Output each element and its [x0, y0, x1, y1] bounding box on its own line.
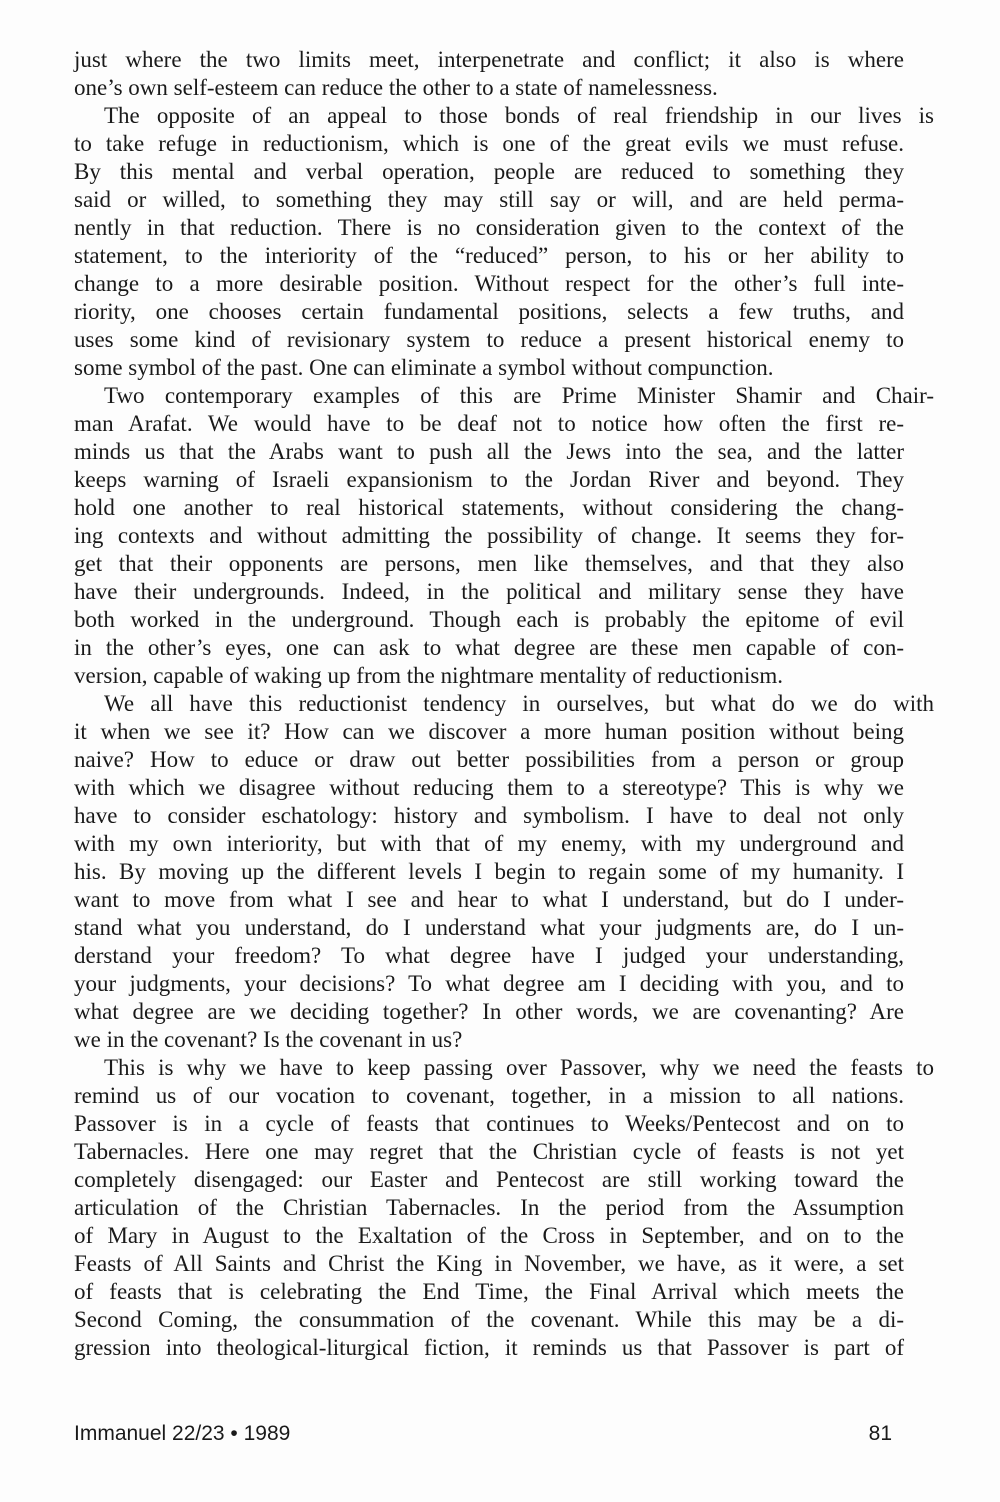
text-line: what degree are we deciding together? In other words, we are covenanting? Are: [74, 999, 904, 1024]
journal-citation: Immanuel 22/23 • 1989: [74, 1422, 291, 1445]
paragraph: [74, 382, 934, 690]
text-line: his. By moving up the different levels I begin to regain some of my humanity. I: [74, 859, 904, 884]
text-line: articulation of the Christian Tabernacles. In the period from the Assumption: [74, 1195, 904, 1220]
text-line: By this mental and verbal operation, people are reduced to something they: [74, 159, 904, 184]
text-line: Tabernacles. Here one may regret that the Christian cycle of feasts is not yet: [74, 1139, 904, 1164]
text-line: naive? How to educe or draw out better possibilities from a person or group: [74, 747, 904, 772]
text-line: uses some kind of revisionary system to reduce a present historical enemy to: [74, 327, 904, 352]
paragraph: [74, 102, 934, 382]
text-line: to take refuge in reductionism, which is one of the great evils we must refuse.: [74, 131, 904, 156]
text-line: change to a more desirable position. Without respect for the other’s full inte-: [74, 271, 904, 296]
text-line: said or willed, to something they may still say or will, and are held perma-: [74, 187, 904, 212]
text-line: remind us of our vocation to covenant, together, in a mission to all nations.: [74, 1083, 904, 1108]
text-line: of feasts that is celebrating the End Time, the Final Arrival which meets the: [74, 1279, 904, 1304]
text-line: This is why we have to keep passing over Passover, why we need the feasts to: [104, 1055, 934, 1080]
text-line: just where the two limits meet, interpenetrate and conflict; it also is where: [74, 47, 904, 72]
text-line: nently in that reduction. There is no consideration given to the context of the: [74, 215, 904, 240]
page-footer: [74, 1414, 892, 1446]
text-line: statement, to the interiority of the “reduced” person, to his or her ability to: [74, 243, 904, 268]
text-line: both worked in the underground. Though each is probably the epitome of evil: [74, 607, 904, 632]
text-line: in the other’s eyes, one can ask to what degree are these men capable of con-: [74, 635, 904, 660]
text-line: want to move from what I see and hear to what I understand, but do I under-: [74, 887, 904, 912]
text-line: The opposite of an appeal to those bonds of real friendship in our lives is: [104, 103, 934, 128]
text-line: some symbol of the past. One can eliminate a symbol without compunction.: [74, 355, 774, 380]
text-line: version, capable of waking up from the nightmare mentality of reductionism.: [74, 663, 783, 688]
text-line: We all have this reductionist tendency in ourselves, but what do we do with: [104, 691, 934, 716]
text-line: riority, one chooses certain fundamental positions, selects a few truths, and: [74, 299, 904, 324]
body-text: [74, 46, 934, 1362]
text-line: derstand your freedom? To what degree have I judged your understanding,: [74, 943, 904, 968]
text-line: minds us that the Arabs want to push all the Jews into the sea, and the latter: [74, 439, 904, 464]
text-line: ing contexts and without admitting the possibility of change. It seems they for-: [74, 523, 904, 548]
text-line: have their undergrounds. Indeed, in the political and military sense they have: [74, 579, 904, 604]
text-line: get that their opponents are persons, men like themselves, and that they also: [74, 551, 904, 576]
text-line: with which we disagree without reducing them to a stereotype? This is why we: [74, 775, 904, 800]
text-line: stand what you understand, do I understand what your judgments are, do I un-: [74, 915, 904, 940]
page-number: 81: [868, 1422, 892, 1445]
text-line: Second Coming, the consummation of the covenant. While this may be a di-: [74, 1307, 904, 1332]
text-line: your judgments, your decisions? To what degree am I deciding with you, and to: [74, 971, 904, 996]
text-line: Feasts of All Saints and Christ the King in November, we have, as it were, a set: [74, 1251, 904, 1276]
text-line: one’s own self-esteem can reduce the other to a state of namelessness.: [74, 75, 718, 100]
text-line: have to consider eschatology: history and symbolism. I have to deal not only: [74, 803, 904, 828]
text-line: of Mary in August to the Exaltation of the Cross in September, and on to the: [74, 1223, 904, 1248]
text-line: it when we see it? How can we discover a more human position without being: [74, 719, 904, 744]
paragraph: [74, 690, 934, 1054]
text-line: we in the covenant? Is the covenant in us?: [74, 1027, 463, 1052]
text-line: Two contemporary examples of this are Prime Minister Shamir and Chair-: [104, 383, 934, 408]
text-line: gression into theological-liturgical fiction, it reminds us that Passover is part of: [74, 1335, 904, 1360]
paragraph: [74, 46, 904, 102]
text-line: with my own interiority, but with that of my enemy, with my underground and: [74, 831, 904, 856]
text-line: Passover is in a cycle of feasts that continues to Weeks/Pentecost and on to: [74, 1111, 904, 1136]
text-line: keeps warning of Israeli expansionism to the Jordan River and beyond. They: [74, 467, 904, 492]
text-line: hold one another to real historical statements, without considering the chang-: [74, 495, 904, 520]
text-line: man Arafat. We would have to be deaf not to notice how often the first re-: [74, 411, 904, 436]
text-line: completely disengaged: our Easter and Pentecost are still working toward the: [74, 1167, 904, 1192]
paragraph: [74, 1054, 934, 1362]
